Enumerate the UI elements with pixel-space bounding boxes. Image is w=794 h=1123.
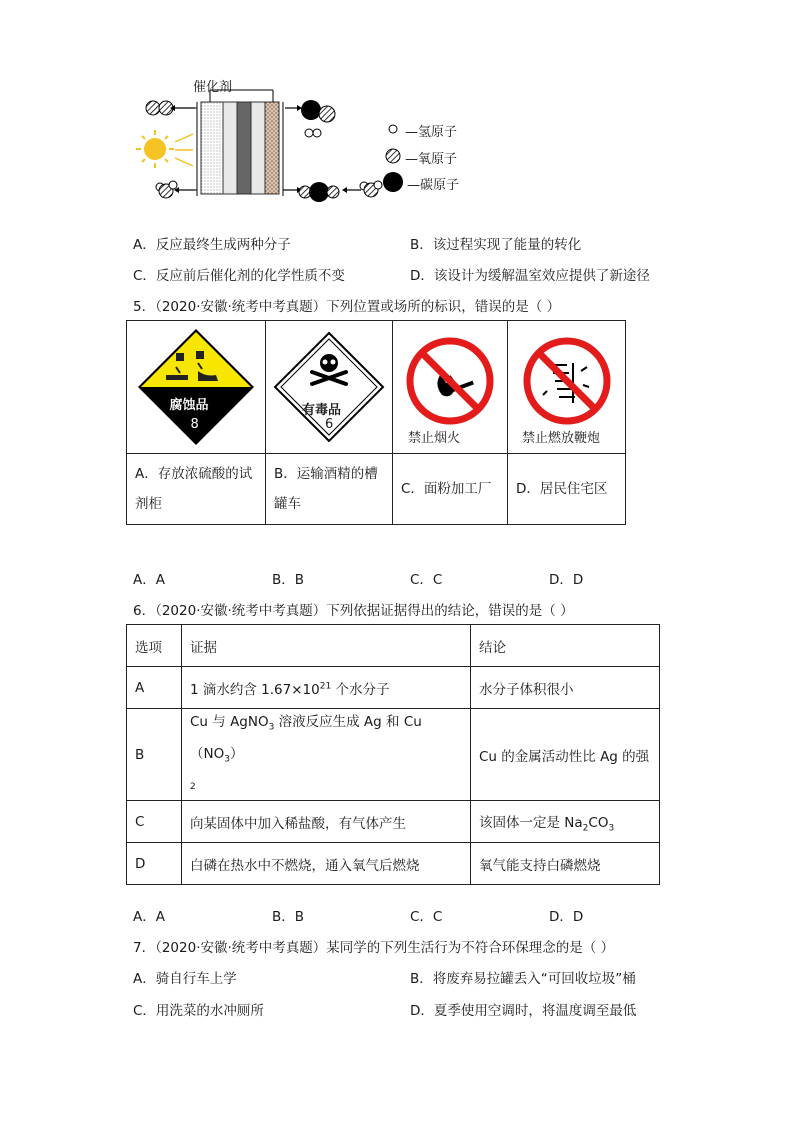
sign-cell-toxic: [266, 321, 393, 454]
sign-cell-no-fire: [393, 321, 508, 454]
q6-row-d-option: D: [127, 843, 182, 885]
q6-row-c-evidence: 向某固体中加入稀盐酸，有气体产生: [182, 801, 471, 843]
q6-row-b-conclusion: Cu 的金属活动性比 Ag 的强: [471, 709, 660, 801]
table-row: [127, 667, 660, 709]
q7-option-d: D．夏季使用空调时，将温度调至最低: [410, 1003, 637, 1019]
table-row: [127, 709, 660, 801]
hydrogen-legend-icon: [389, 125, 397, 133]
q6-row-a-conclusion: 水分子体积很小: [471, 667, 660, 709]
q6-answer-b: B．B: [272, 909, 305, 925]
q4-option-c: C．反应前后催化剂的化学性质不变: [133, 268, 345, 284]
q6-row-a-evidence: 1 滴水约含 $1.67\times 10^{21}$ 个水分子: [182, 667, 471, 709]
q5-signs-table: [126, 320, 626, 525]
h2o-molecule-icon: [156, 181, 177, 198]
toxic-sign-num: 6: [325, 417, 334, 432]
sign-cell-no-firecrackers: [508, 321, 626, 454]
table-row: [127, 843, 660, 885]
o2-molecule-icon: [146, 101, 173, 115]
q6-evidence-table: [126, 624, 660, 885]
q6-row-b-evidence: Cu 与 AgNO$_3$ 溶液反应生成 Ag 和 $Cu(NO_3)$ 2: [182, 709, 471, 801]
legend-hydrogen: —氢原子: [405, 125, 458, 140]
legend-carbon: —碳原子: [407, 178, 460, 193]
co-molecule-icon: [301, 100, 335, 122]
q6-header-conclusion: 结论: [471, 625, 660, 667]
q4-option-b: B．该过程实现了能量的转化: [410, 237, 582, 253]
q5-answer-a: A．A: [133, 572, 165, 588]
sign-cell-corrosive: [127, 321, 266, 454]
corrosive-sign-text: 腐蚀品: [169, 397, 209, 413]
q6-row-c-conclusion: 该固体一定是 $Na_2CO_3$: [471, 801, 660, 843]
q6-row-a-option: A: [127, 667, 182, 709]
h2o-product-icon: [360, 181, 382, 197]
no-firecrackers-sign-icon: [521, 335, 613, 427]
oxygen-legend-icon: [386, 149, 400, 163]
q5-cell-b: B．运输酒精的槽罐车: [266, 454, 393, 525]
q6-answer-d: D．D: [549, 909, 584, 925]
q6-row-b-option: B: [127, 709, 182, 801]
co2-molecule-icon: [299, 182, 339, 202]
q5-cell-c: C．面粉加工厂: [393, 454, 508, 525]
q5-cell-d: D．居民住宅区: [508, 454, 626, 525]
table-row: [127, 801, 660, 843]
no-firecrackers-label: 禁止燃放鞭炮: [522, 431, 601, 446]
q6-row-c-option: C: [127, 801, 182, 843]
catalyst-diagram: [135, 72, 480, 212]
q5-answer-c: C．C: [410, 572, 443, 588]
q5-answer-d: D．D: [549, 572, 584, 588]
q7-option-b: B．将废弃易拉罐丢入“可回收垃圾”桶: [410, 971, 636, 987]
q4-option-a: A．反应最终生成两种分子: [133, 237, 291, 253]
no-fire-sign-icon: [404, 335, 496, 427]
toxic-sign-text: 有毒品: [302, 403, 342, 418]
q4-option-d: D．该设计为缓解温室效应提供了新途径: [410, 268, 650, 284]
q5-title: 5．（2020·安徽·统考中考真题）下列位置或场所的标识，错误的是（ ）: [133, 299, 561, 315]
q7-title: 7．（2020·安徽·统考中考真题）某同学的下列生活行为不符合环保理念的是（ ）: [133, 940, 615, 956]
catalyst-device: [195, 90, 283, 196]
q6-header-option: 选项: [127, 625, 182, 667]
q6-row-d-evidence: 白磷在热水中不燃烧，通入氧气后燃烧: [182, 843, 471, 885]
corrosive-sign-num: 8: [190, 416, 199, 432]
catalyst-label: 催化剂: [193, 80, 233, 95]
q5-cell-a: A．存放浓硫酸的试剂柜: [127, 454, 266, 525]
q7-option-c: C．用洗菜的水冲厕所: [133, 1003, 264, 1019]
q5-answer-b: B．B: [272, 572, 305, 588]
q6-title: 6．（2020·安徽·统考中考真题）下列依据证据得出的结论，错误的是（ ）: [133, 603, 574, 619]
sun-icon: [136, 130, 193, 168]
q6-header-evidence: 证据: [182, 625, 471, 667]
legend-oxygen: —氧原子: [405, 152, 458, 167]
q6-answer-a: A．A: [133, 909, 165, 925]
no-fire-label: 禁止烟火: [408, 431, 461, 446]
q7-option-a: A．骑自行车上学: [133, 971, 237, 987]
q6-answer-c: C．C: [410, 909, 443, 925]
carbon-legend-icon: [383, 172, 403, 192]
q6-row-d-conclusion: 氧气能支持白磷燃烧: [471, 843, 660, 885]
h2-molecule-icon: [305, 129, 321, 137]
